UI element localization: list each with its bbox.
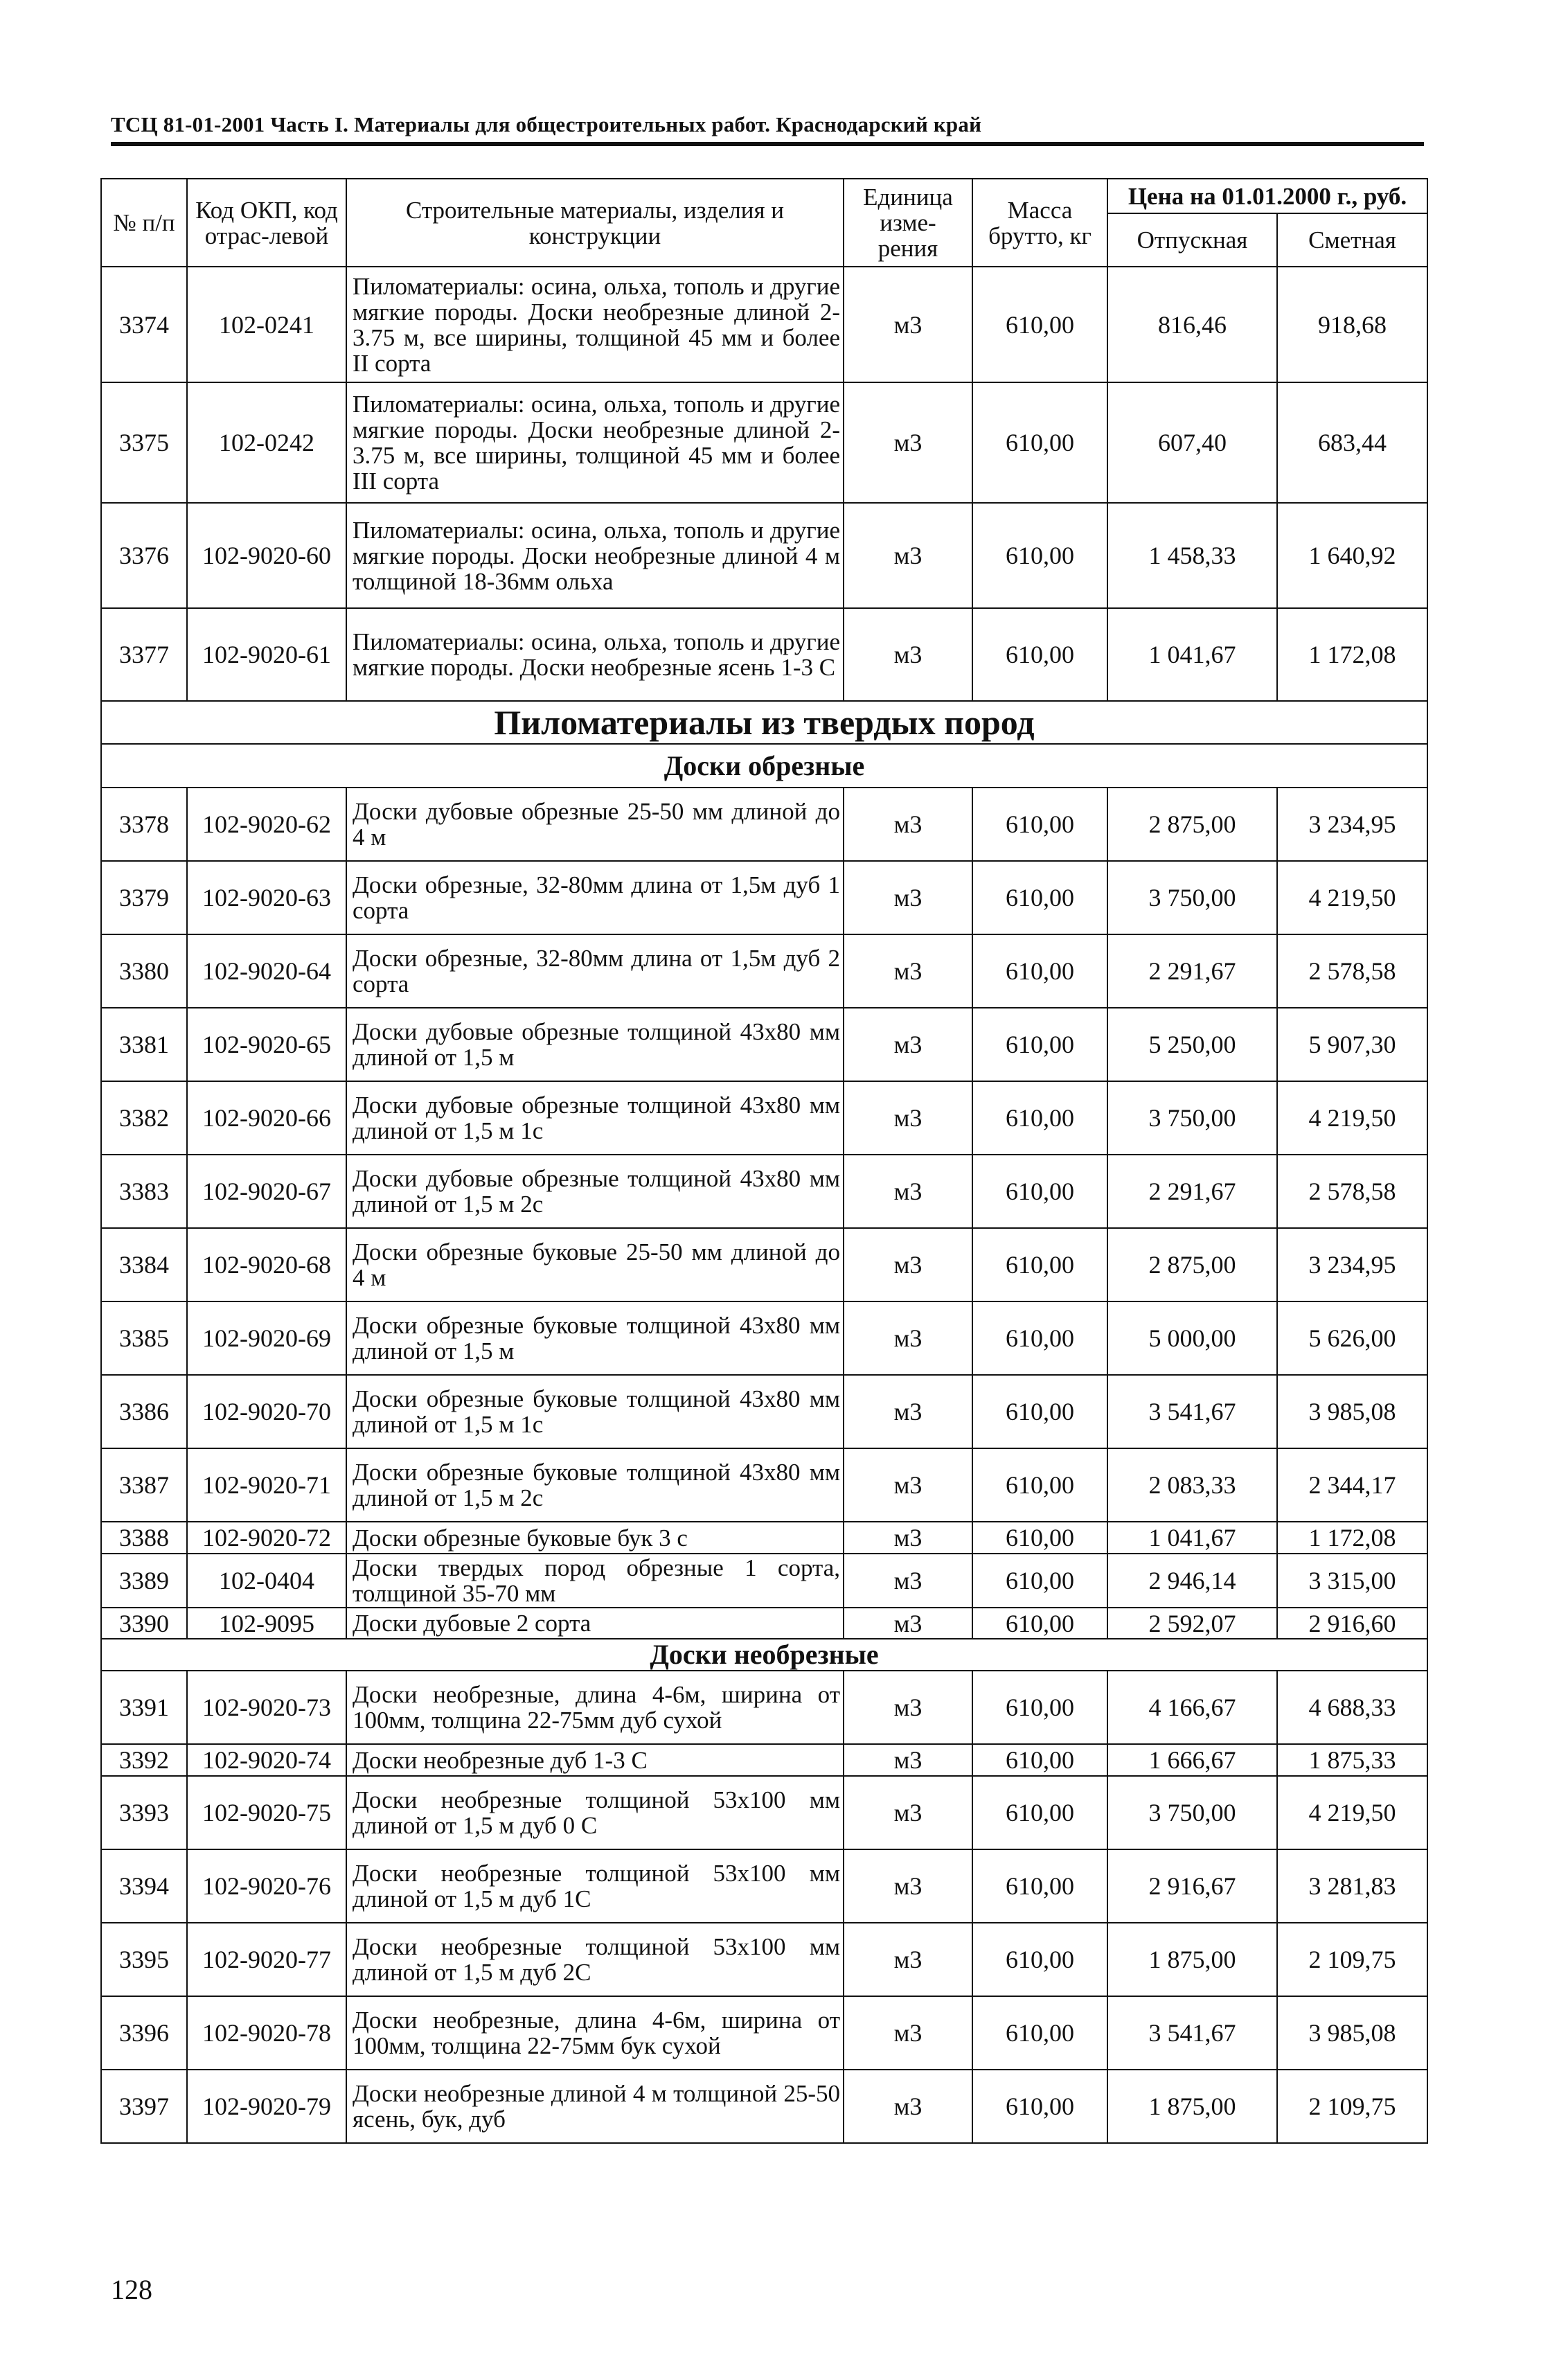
row-mass: 610,00 — [972, 1923, 1107, 1996]
row-unit: м3 — [844, 1744, 972, 1776]
col-header-num: № п/п — [101, 179, 187, 267]
row-price-release: 3 541,67 — [1107, 1375, 1277, 1448]
row-material-name: Доски твердых пород обрезные 1 сорта, толщиной 35-70 мм — [346, 1554, 844, 1608]
row-code: 102-9020-69 — [187, 1301, 346, 1375]
row-price-estimate: 1 640,92 — [1277, 503, 1427, 608]
col-header-code: Код ОКП, код отрас-левой — [187, 179, 346, 267]
row-mass: 610,00 — [972, 1375, 1107, 1448]
row-price-release: 3 750,00 — [1107, 1081, 1277, 1155]
table-row — [101, 608, 1427, 701]
row-code: 102-9020-65 — [187, 1008, 346, 1081]
row-unit: м3 — [844, 1554, 972, 1608]
table-row — [101, 1996, 1427, 2070]
row-code: 102-9020-78 — [187, 1996, 346, 2070]
row-price-estimate: 2 916,60 — [1277, 1608, 1427, 1639]
row-price-release: 1 041,67 — [1107, 1522, 1277, 1554]
row-material-name: Доски обрезные буковые 25-50 мм длиной до 4 м — [346, 1228, 844, 1301]
row-unit: м3 — [844, 1776, 972, 1849]
row-code: 102-9020-70 — [187, 1375, 346, 1448]
table-row — [101, 1923, 1427, 1996]
row-code: 102-9020-68 — [187, 1228, 346, 1301]
row-mass: 610,00 — [972, 1081, 1107, 1155]
row-unit: м3 — [844, 1008, 972, 1081]
row-material-name: Доски необрезные дуб 1-3 С — [346, 1744, 844, 1776]
row-number: 3380 — [101, 934, 187, 1008]
row-code: 102-9020-60 — [187, 503, 346, 608]
row-material-name: Доски необрезные, длина 4-6м, ширина от 100мм, толщина 22-75мм дуб сухой — [346, 1671, 844, 1744]
row-code: 102-0242 — [187, 382, 346, 503]
row-unit: м3 — [844, 1522, 972, 1554]
row-mass: 610,00 — [972, 1228, 1107, 1301]
row-price-release: 2 946,14 — [1107, 1554, 1277, 1608]
row-mass: 610,00 — [972, 1522, 1107, 1554]
row-price-estimate: 3 985,08 — [1277, 1375, 1427, 1448]
table-row — [101, 1554, 1427, 1608]
table-row — [101, 788, 1427, 861]
row-unit: м3 — [844, 1608, 972, 1639]
row-number: 3393 — [101, 1776, 187, 1849]
row-price-release: 3 541,67 — [1107, 1996, 1277, 2070]
row-mass: 610,00 — [972, 1301, 1107, 1375]
col-header-price-group: Цена на 01.01.2000 г., руб. — [1107, 179, 1427, 213]
row-price-release: 5 250,00 — [1107, 1008, 1277, 1081]
row-mass: 610,00 — [972, 1008, 1107, 1081]
row-code: 102-9020-62 — [187, 788, 346, 861]
row-code: 102-9020-61 — [187, 608, 346, 701]
row-mass: 610,00 — [972, 1849, 1107, 1923]
row-unit: м3 — [844, 1671, 972, 1744]
row-material-name: Доски обрезные буковые толщиной 43х80 мм длиной от 1,5 м — [346, 1301, 844, 1375]
row-mass: 610,00 — [972, 503, 1107, 608]
row-material-name: Пиломатериалы: осина, ольха, тополь и другие мягкие породы. Доски необрезные длиной 2-3.75 м, все ширины, толщиной 45 мм и более II сорта — [346, 267, 844, 382]
row-unit: м3 — [844, 1996, 972, 2070]
row-unit: м3 — [844, 1923, 972, 1996]
row-price-estimate: 2 578,58 — [1277, 1155, 1427, 1228]
row-mass: 610,00 — [972, 267, 1107, 382]
row-code: 102-9020-66 — [187, 1081, 346, 1155]
row-unit: м3 — [844, 382, 972, 503]
row-material-name: Пиломатериалы: осина, ольха, тополь и другие мягкие породы. Доски необрезные ясень 1-3 С — [346, 608, 844, 701]
row-price-release: 2 875,00 — [1107, 1228, 1277, 1301]
row-number: 3383 — [101, 1155, 187, 1228]
row-price-estimate: 683,44 — [1277, 382, 1427, 503]
table-body-edged — [101, 788, 1427, 1639]
row-mass: 610,00 — [972, 1608, 1107, 1639]
row-price-release: 816,46 — [1107, 267, 1277, 382]
row-unit: м3 — [844, 503, 972, 608]
row-price-estimate: 4 219,50 — [1277, 1776, 1427, 1849]
row-price-estimate: 918,68 — [1277, 267, 1427, 382]
row-price-estimate: 3 985,08 — [1277, 1996, 1427, 2070]
row-price-release: 2 916,67 — [1107, 1849, 1277, 1923]
document-header: ТСЦ 81-01-2001 Часть I. Материалы для общестроительных работ. Краснодарский край — [111, 112, 982, 136]
row-price-release: 1 875,00 — [1107, 2070, 1277, 2143]
row-number: 3392 — [101, 1744, 187, 1776]
row-price-release: 1 875,00 — [1107, 1923, 1277, 1996]
row-material-name: Доски обрезные, 32-80мм длина от 1,5м дуб 2 сорта — [346, 934, 844, 1008]
row-price-release: 1 458,33 — [1107, 503, 1277, 608]
row-code: 102-9020-75 — [187, 1776, 346, 1849]
row-number: 3390 — [101, 1608, 187, 1639]
row-material-name: Доски необрезные длиной 4 м толщиной 25-50 ясень, бук, дуб — [346, 2070, 844, 2143]
row-material-name: Доски обрезные буковые толщиной 43х80 мм длиной от 1,5 м 2с — [346, 1448, 844, 1522]
col-header-unit: Единица изме-рения — [844, 179, 972, 267]
header-rule — [111, 142, 1424, 146]
row-number: 3377 — [101, 608, 187, 701]
row-mass: 610,00 — [972, 2070, 1107, 2143]
row-price-release: 2 875,00 — [1107, 788, 1277, 861]
table-row — [101, 1301, 1427, 1375]
col-header-price-estimate: Сметная — [1277, 213, 1427, 267]
row-code: 102-0404 — [187, 1554, 346, 1608]
row-price-estimate: 5 626,00 — [1277, 1301, 1427, 1375]
row-price-estimate: 4 219,50 — [1277, 1081, 1427, 1155]
row-code: 102-9020-74 — [187, 1744, 346, 1776]
row-price-estimate: 1 172,08 — [1277, 608, 1427, 701]
row-price-release: 2 083,33 — [1107, 1448, 1277, 1522]
table-row — [101, 1008, 1427, 1081]
row-material-name: Доски необрезные толщиной 53х100 мм длиной от 1,5 м дуб 2С — [346, 1923, 844, 1996]
row-number: 3382 — [101, 1081, 187, 1155]
row-number: 3381 — [101, 1008, 187, 1081]
table-row — [101, 267, 1427, 382]
row-material-name: Доски дубовые обрезные 25-50 мм длиной до 4 м — [346, 788, 844, 861]
row-number: 3397 — [101, 2070, 187, 2143]
row-price-release: 3 750,00 — [1107, 1776, 1277, 1849]
row-unit: м3 — [844, 1228, 972, 1301]
row-price-estimate: 1 875,33 — [1277, 1744, 1427, 1776]
row-number: 3386 — [101, 1375, 187, 1448]
row-number: 3378 — [101, 788, 187, 861]
row-unit: м3 — [844, 788, 972, 861]
row-material-name: Пиломатериалы: осина, ольха, тополь и другие мягкие породы. Доски необрезные длиной 2-3.75 м, все ширины, толщиной 45 мм и более III сорта — [346, 382, 844, 503]
row-number: 3394 — [101, 1849, 187, 1923]
row-number: 3375 — [101, 382, 187, 503]
col-header-mass: Масса брутто, кг — [972, 179, 1107, 267]
row-mass: 610,00 — [972, 1776, 1107, 1849]
price-table — [100, 178, 1428, 2144]
row-number: 3385 — [101, 1301, 187, 1375]
row-number: 3395 — [101, 1923, 187, 1996]
table-row — [101, 1228, 1427, 1301]
table-row — [101, 503, 1427, 608]
row-mass: 610,00 — [972, 382, 1107, 503]
row-code: 102-9020-71 — [187, 1448, 346, 1522]
row-mass: 610,00 — [972, 788, 1107, 861]
row-code: 102-9020-77 — [187, 1923, 346, 1996]
row-material-name: Доски дубовые 2 сорта — [346, 1608, 844, 1639]
col-header-price-release: Отпускная — [1107, 213, 1277, 267]
table-row — [101, 1671, 1427, 1744]
row-code: 102-0241 — [187, 267, 346, 382]
table-row — [101, 1081, 1427, 1155]
section-row-group — [101, 701, 1427, 788]
table-body-softwood — [101, 267, 1427, 701]
row-code: 102-9020-64 — [187, 934, 346, 1008]
row-unit: м3 — [844, 2070, 972, 2143]
row-mass: 610,00 — [972, 1744, 1107, 1776]
row-material-name: Доски необрезные, длина 4-6м, ширина от 100мм, толщина 22-75мм бук сухой — [346, 1996, 844, 2070]
row-number: 3376 — [101, 503, 187, 608]
subsection-row-group — [101, 1639, 1427, 1671]
row-mass: 610,00 — [972, 608, 1107, 701]
row-unit: м3 — [844, 1081, 972, 1155]
row-code: 102-9020-73 — [187, 1671, 346, 1744]
row-unit: м3 — [844, 1301, 972, 1375]
price-table-container — [100, 178, 1427, 2144]
row-price-estimate: 1 172,08 — [1277, 1522, 1427, 1554]
row-mass: 610,00 — [972, 1554, 1107, 1608]
row-price-release: 607,40 — [1107, 382, 1277, 503]
row-mass: 610,00 — [972, 861, 1107, 934]
row-price-estimate: 2 344,17 — [1277, 1448, 1427, 1522]
row-price-estimate: 3 315,00 — [1277, 1554, 1427, 1608]
row-number: 3374 — [101, 267, 187, 382]
table-row — [101, 1608, 1427, 1639]
row-material-name: Доски обрезные буковые толщиной 43х80 мм длиной от 1,5 м 1с — [346, 1375, 844, 1448]
row-code: 102-9095 — [187, 1608, 346, 1639]
row-material-name: Доски дубовые обрезные толщиной 43х80 мм длиной от 1,5 м 2с — [346, 1155, 844, 1228]
col-header-name: Строительные материалы, изделия и конструкции — [346, 179, 844, 267]
row-code: 102-9020-79 — [187, 2070, 346, 2143]
row-mass: 610,00 — [972, 1996, 1107, 2070]
row-price-estimate: 4 688,33 — [1277, 1671, 1427, 1744]
row-mass: 610,00 — [972, 1671, 1107, 1744]
row-unit: м3 — [844, 1849, 972, 1923]
row-code: 102-9020-67 — [187, 1155, 346, 1228]
row-unit: м3 — [844, 267, 972, 382]
row-price-estimate: 3 281,83 — [1277, 1849, 1427, 1923]
row-price-release: 4 166,67 — [1107, 1671, 1277, 1744]
row-price-estimate: 2 109,75 — [1277, 2070, 1427, 2143]
row-mass: 610,00 — [972, 1448, 1107, 1522]
table-row — [101, 934, 1427, 1008]
row-material-name: Доски дубовые обрезные толщиной 43х80 мм длиной от 1,5 м — [346, 1008, 844, 1081]
row-price-estimate: 4 219,50 — [1277, 861, 1427, 934]
row-mass: 610,00 — [972, 1155, 1107, 1228]
table-row — [101, 1375, 1427, 1448]
page-number: 128 — [111, 2274, 152, 2305]
row-number: 3396 — [101, 1996, 187, 2070]
row-material-name: Доски необрезные толщиной 53х100 мм длиной от 1,5 м дуб 1С — [346, 1849, 844, 1923]
row-unit: м3 — [844, 608, 972, 701]
row-price-estimate: 3 234,95 — [1277, 788, 1427, 861]
row-mass: 610,00 — [972, 934, 1107, 1008]
subsection-title-unedged: Доски необрезные — [101, 1639, 1427, 1671]
row-unit: м3 — [844, 861, 972, 934]
row-code: 102-9020-76 — [187, 1849, 346, 1923]
table-row — [101, 1155, 1427, 1228]
table-row — [101, 1522, 1427, 1554]
row-code: 102-9020-72 — [187, 1522, 346, 1554]
row-number: 3391 — [101, 1671, 187, 1744]
row-price-release: 2 291,67 — [1107, 934, 1277, 1008]
row-price-release: 1 666,67 — [1107, 1744, 1277, 1776]
row-code: 102-9020-63 — [187, 861, 346, 934]
row-unit: м3 — [844, 1155, 972, 1228]
row-price-release: 5 000,00 — [1107, 1301, 1277, 1375]
row-unit: м3 — [844, 1448, 972, 1522]
row-price-estimate: 2 578,58 — [1277, 934, 1427, 1008]
table-row — [101, 2070, 1427, 2143]
table-row — [101, 861, 1427, 934]
row-material-name: Доски обрезные буковые бук 3 с — [346, 1522, 844, 1554]
subsection-title-edged: Доски обрезные — [101, 744, 1427, 788]
row-price-estimate: 5 907,30 — [1277, 1008, 1427, 1081]
row-material-name: Доски дубовые обрезные толщиной 43х80 мм длиной от 1,5 м 1с — [346, 1081, 844, 1155]
row-number: 3388 — [101, 1522, 187, 1554]
row-price-release: 3 750,00 — [1107, 861, 1277, 934]
table-row — [101, 1744, 1427, 1776]
row-unit: м3 — [844, 1375, 972, 1448]
row-price-estimate: 2 109,75 — [1277, 1923, 1427, 1996]
table-body-unedged — [101, 1671, 1427, 2143]
table-row — [101, 382, 1427, 503]
row-material-name: Пиломатериалы: осина, ольха, тополь и другие мягкие породы. Доски необрезные длиной 4 м толщиной 18-36мм ольха — [346, 503, 844, 608]
row-number: 3384 — [101, 1228, 187, 1301]
row-unit: м3 — [844, 934, 972, 1008]
row-material-name: Доски необрезные толщиной 53х100 мм длиной от 1,5 м дуб 0 С — [346, 1776, 844, 1849]
row-price-estimate: 3 234,95 — [1277, 1228, 1427, 1301]
row-price-release: 2 291,67 — [1107, 1155, 1277, 1228]
section-title: Пиломатериалы из твердых пород — [101, 701, 1427, 744]
table-row — [101, 1849, 1427, 1923]
table-row — [101, 1776, 1427, 1849]
row-number: 3389 — [101, 1554, 187, 1608]
row-number: 3379 — [101, 861, 187, 934]
row-price-release: 2 592,07 — [1107, 1608, 1277, 1639]
row-price-release: 1 041,67 — [1107, 608, 1277, 701]
row-material-name: Доски обрезные, 32-80мм длина от 1,5м дуб 1 сорта — [346, 861, 844, 934]
table-row — [101, 1448, 1427, 1522]
row-number: 3387 — [101, 1448, 187, 1522]
